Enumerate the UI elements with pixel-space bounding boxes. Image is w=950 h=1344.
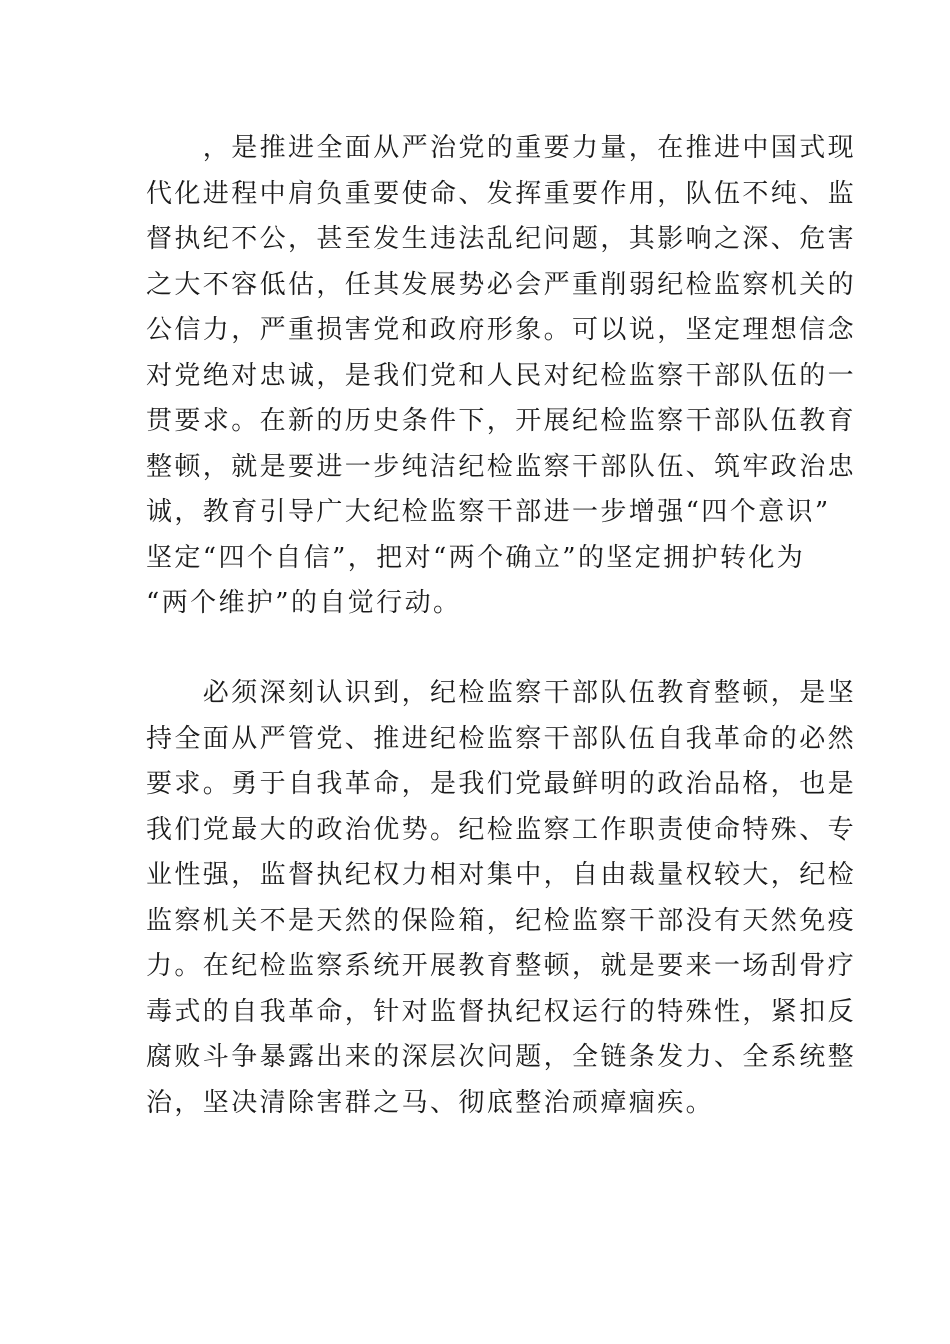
paragraph-line: 整顿，就是要进一步纯洁纪检监察干部队伍、筑牢政治忠 bbox=[146, 451, 857, 482]
paragraph-2 bbox=[146, 671, 857, 1126]
paragraph-line: 代化进程中肩负重要使命、发挥重要作用，队伍不纯、监 bbox=[146, 178, 857, 209]
paragraph-line: 毒式的自我革命，针对监督执纪权运行的特殊性，紧扣反 bbox=[146, 996, 857, 1027]
paragraph-line: 公信力，严重损害党和政府形象。可以说，坚定理想信念 bbox=[146, 315, 857, 345]
paragraph-line: 督执纪不公，甚至发生违法乱纪问题，其影响之深、危害 bbox=[146, 224, 857, 254]
paragraph-line: “两个维护”的自觉行动。 bbox=[146, 588, 462, 618]
paragraph-line: 之大不容低估，任其发展势必会严重削弱纪检监察机关的 bbox=[146, 269, 857, 300]
paragraph-line: 贯要求。在新的历史条件下，开展纪检监察干部队伍教育 bbox=[146, 406, 857, 436]
paragraph-line: 业性强，监督执纪权力相对集中，自由裁量权较大，纪检 bbox=[146, 860, 857, 890]
paragraph-line: 治，坚决清除害群之马、彻底整治顽瘴痼疾。 bbox=[146, 1087, 715, 1118]
paragraph-line: 监察机关不是天然的保险箱，纪检监察干部没有天然免疫 bbox=[146, 905, 857, 936]
paragraph-line: ，是推进全面从严治党的重要力量，在推进中国式现 bbox=[146, 133, 857, 163]
paragraph-line: 我们党最大的政治优势。纪检监察工作职责使命特殊、专 bbox=[146, 814, 857, 845]
paragraph-line: 诚，教育引导广大纪检监察干部进一步增强“四个意识” bbox=[146, 497, 831, 527]
paragraph-line: 坚定“四个自信”，把对“两个确立”的坚定拥护转化为 bbox=[146, 542, 806, 573]
paragraph-line: 力。在纪检监察系统开展教育整顿，就是要来一场刮骨疗 bbox=[146, 951, 857, 981]
paragraph-line: 要求。勇于自我革命，是我们党最鲜明的政治品格，也是 bbox=[146, 769, 857, 799]
paragraph-line: 必须深刻认识到，纪检监察干部队伍教育整顿，是坚 bbox=[146, 678, 857, 708]
paragraph-line: 腐败斗争暴露出来的深层次问题，全链条发力、全系统整 bbox=[146, 1042, 857, 1072]
paragraph-line: 持全面从严管党、推进纪检监察干部队伍自我革命的必然 bbox=[146, 723, 857, 754]
paragraph-line: 对党绝对忠诚，是我们党和人民对纪检监察干部队伍的一 bbox=[146, 360, 857, 391]
paragraph-1 bbox=[146, 126, 857, 627]
